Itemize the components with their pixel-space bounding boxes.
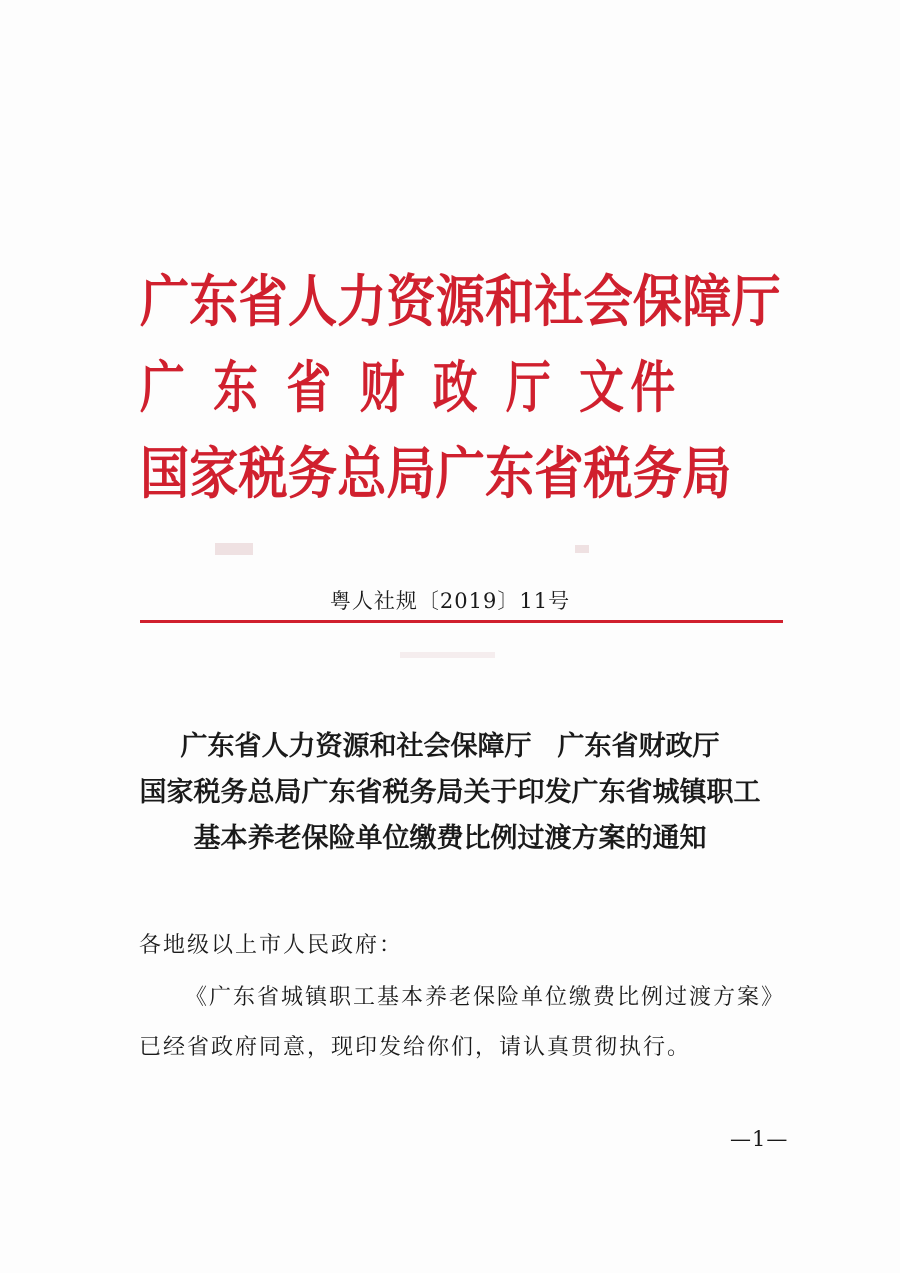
scan-artifact bbox=[575, 545, 589, 553]
title-line-1-part-2: 广东省财政厅 bbox=[557, 731, 720, 762]
salutation: 各地级以上市人民政府： bbox=[139, 933, 404, 958]
header-line-hrss: 广东省人力资源和社会保障厅 bbox=[140, 269, 781, 335]
document-title bbox=[0, 724, 900, 862]
scan-artifact bbox=[215, 543, 253, 555]
title-line-1 bbox=[0, 724, 900, 770]
page-number: —1— bbox=[730, 1127, 789, 1151]
red-separator-line bbox=[140, 620, 783, 623]
document-number: 粤人社规〔2019〕11号 bbox=[329, 589, 571, 613]
title-line-1-part-1: 广东省人力资源和社会保障厅 bbox=[180, 731, 532, 762]
title-line-3: 基本养老保险单位缴费比例过渡方案的通知 bbox=[193, 823, 707, 854]
header-line-finance: 广 东 省 财 政 厅 文件 bbox=[140, 355, 682, 421]
header-line-tax: 国家税务总局广东省税务局 bbox=[140, 441, 732, 507]
title-line-2: 国家税务总局广东省税务局关于印发广东省城镇职工 bbox=[139, 777, 761, 808]
body-paragraph-text: 《广东省城镇职工基本养老保险单位缴费比例过渡方案》已经省政府同意，现印发给你们，请认真贯彻执行。 bbox=[139, 985, 786, 1060]
scan-artifact bbox=[400, 652, 495, 658]
body-paragraph bbox=[139, 973, 789, 1073]
